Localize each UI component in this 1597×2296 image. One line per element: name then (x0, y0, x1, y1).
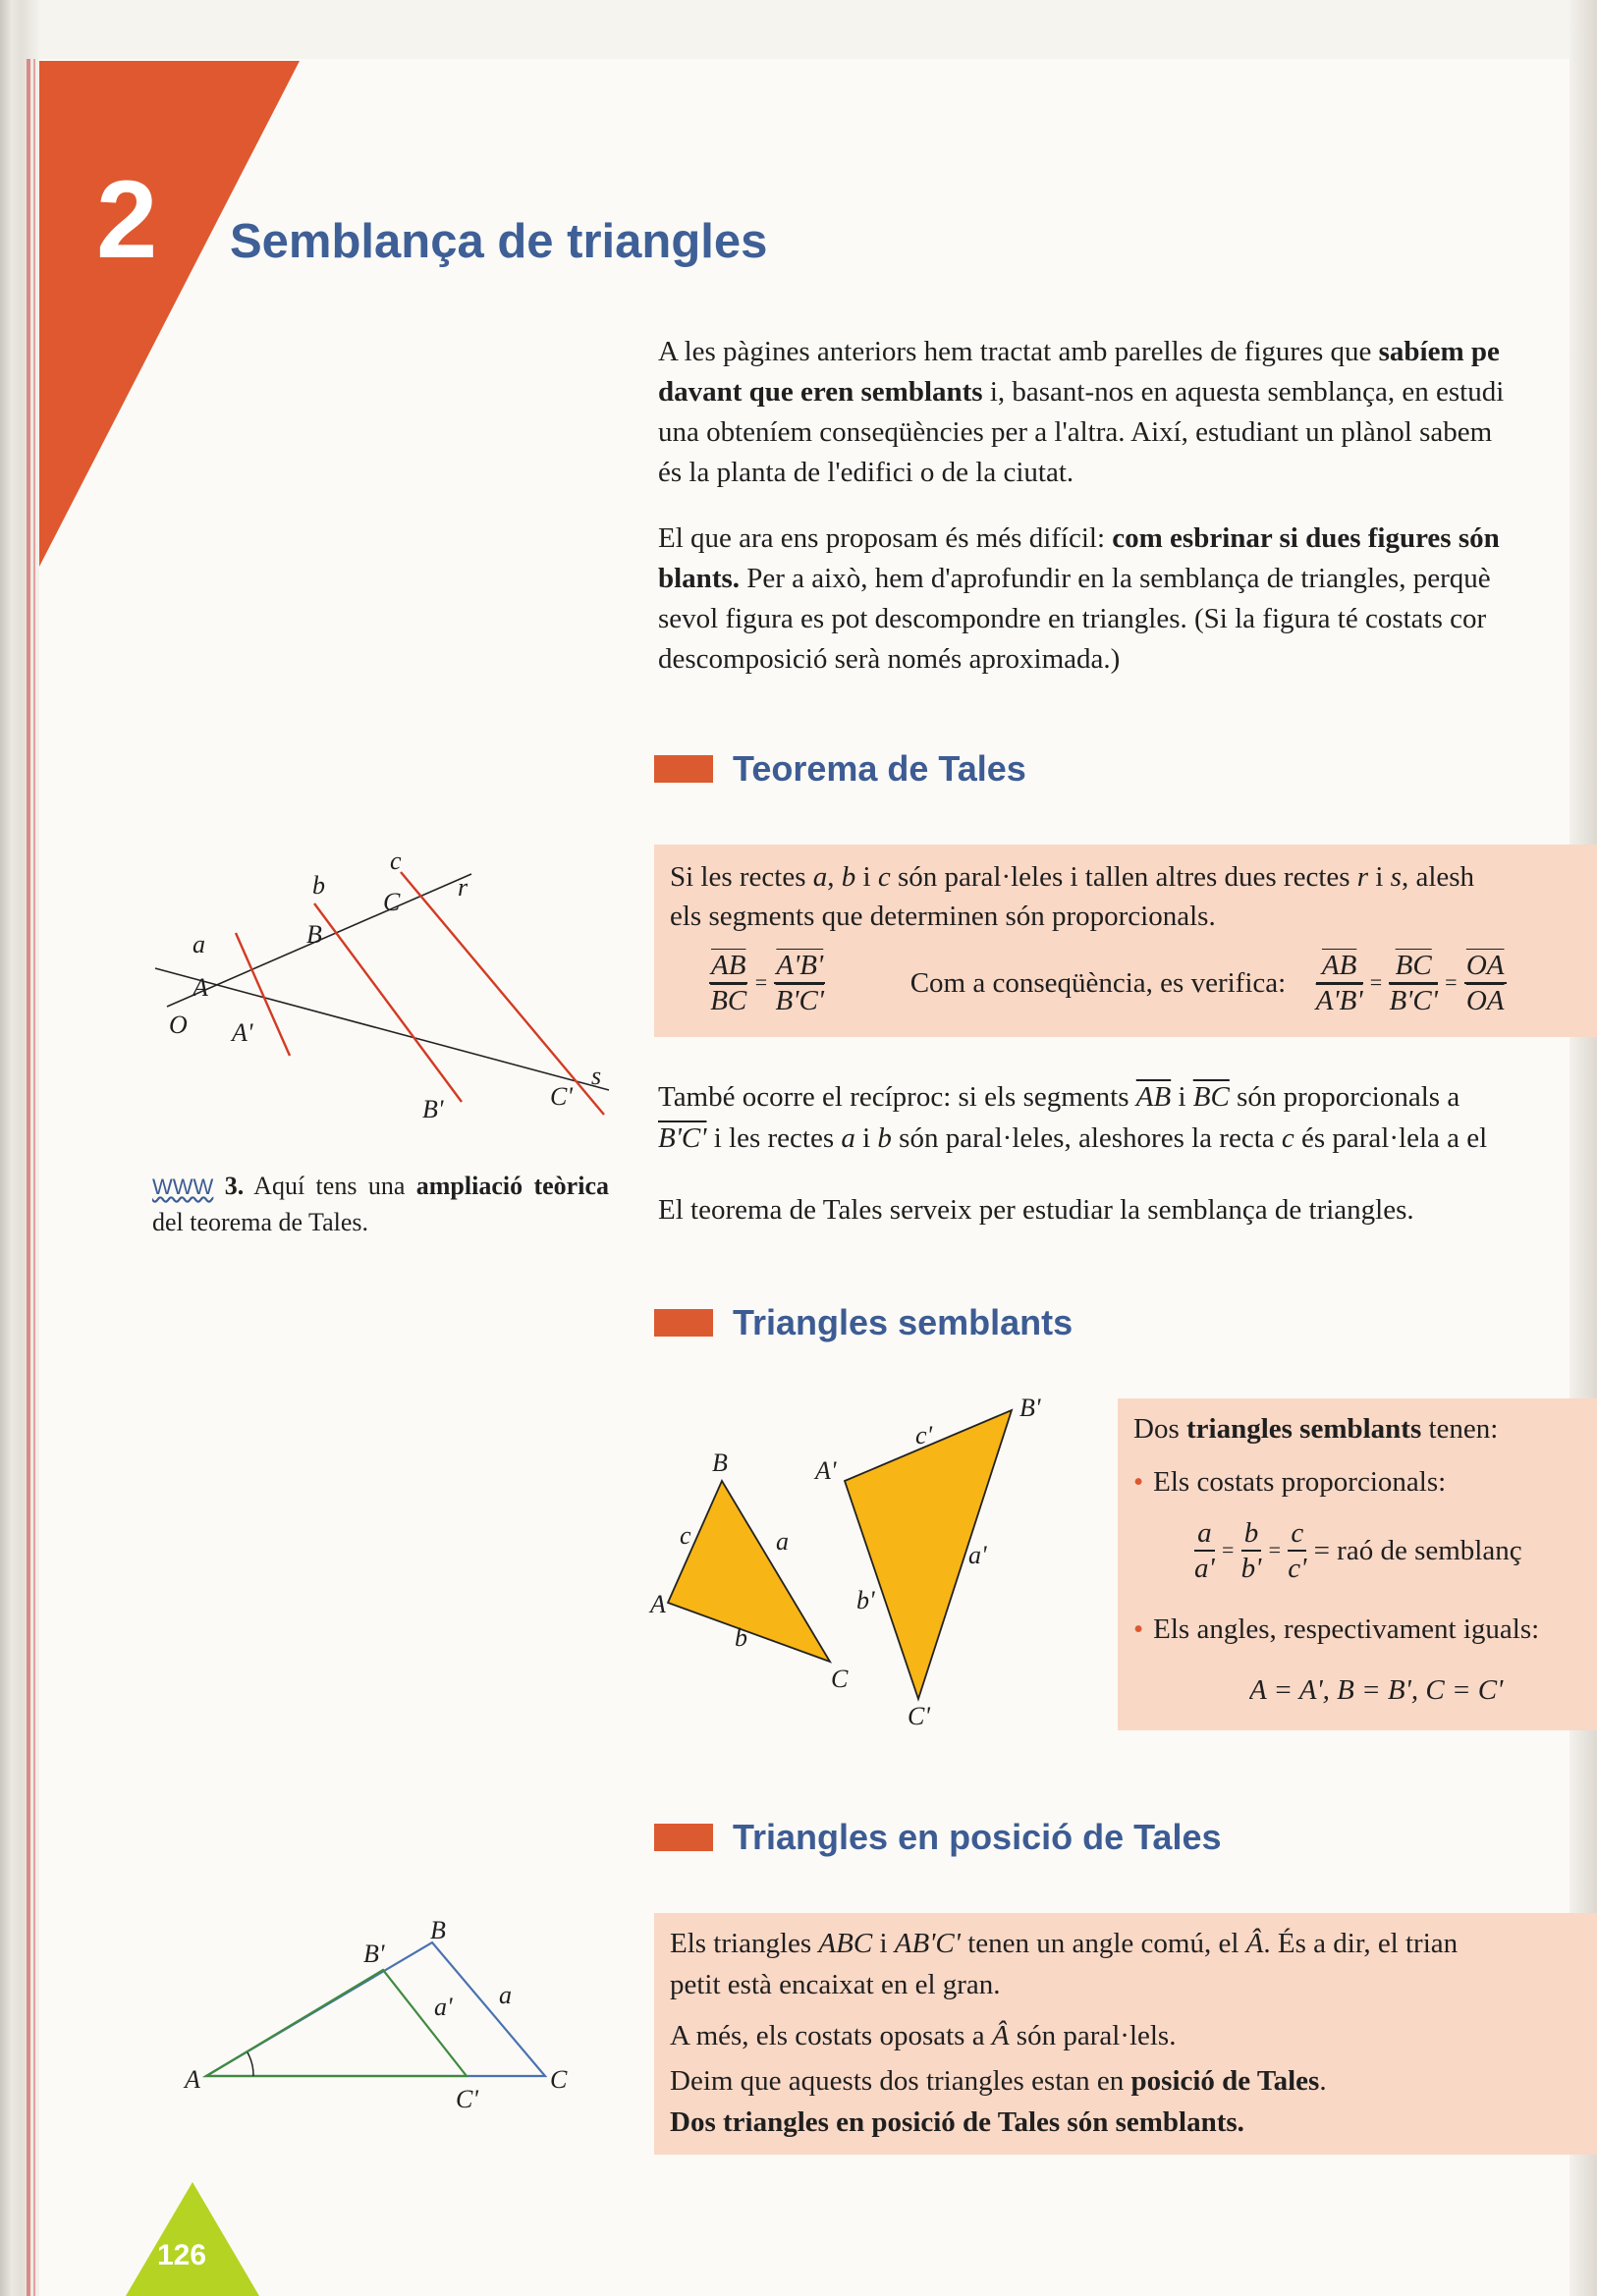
consequence-text: Com a conseqüència, es verifica: (909, 967, 1287, 999)
text-run: . (1319, 2065, 1327, 2097)
fraction-oa-oa: $\frac{\overline{OA}}{OA}$ (1465, 950, 1505, 1016)
label-B-prime: B' (363, 1940, 385, 1968)
text-run: També ocorre el recíproc: si els segments (658, 1081, 1136, 1113)
label-c: c (680, 1521, 691, 1550)
parallel-b (314, 903, 462, 1102)
text-run: blants. (658, 563, 741, 594)
reciproc-line-2 (658, 1118, 1597, 1159)
text-run: b (877, 1122, 892, 1154)
triangle-abc (668, 1481, 830, 1662)
text-line (658, 332, 1597, 372)
label-B: B (712, 1449, 728, 1477)
label-a: a (193, 930, 205, 958)
text-run: , (827, 861, 842, 893)
text-run: i (872, 1928, 895, 1959)
position-line-5 (670, 2102, 1597, 2143)
text-run: A més, els costats oposats a (670, 2020, 992, 2051)
label-O: O (169, 1011, 188, 1039)
similar-bullet-angles: • Els angles, respectivament iguals: (1133, 1613, 1540, 1645)
text-run: i (1171, 1081, 1193, 1113)
text-run: és paral·lela a el (1294, 1122, 1488, 1154)
section-marker (654, 1309, 713, 1337)
label-A-prime: A' (815, 1456, 837, 1485)
spine-stripe-thin (33, 59, 35, 2296)
text-run: descomposició serà només aproximada.) (658, 643, 1121, 675)
reciproc-paragraph (658, 1076, 1597, 1159)
chapter-number: 2 (96, 158, 158, 281)
text-line (658, 453, 1597, 493)
label-C-prime: C' (908, 1702, 930, 1728)
text-run: . És a dir, el trian (1263, 1928, 1459, 1959)
text-run: tenen un angle comú, el (960, 1928, 1246, 1959)
label-c-prime: c' (915, 1421, 933, 1449)
text-run: s (1390, 861, 1402, 893)
text-run: AB'C' (894, 1928, 961, 1959)
intro-paragraph-1 (658, 332, 1597, 493)
label-b: b (312, 871, 325, 900)
tales-proportions: $\frac{\overline{AB}}{BC}$ = $\frac{A'B'}{B'C'}$ Com a conseqüència, es verifica: $\frac{\overline{AB}}{A'B'}$ = $\frac{\overline{BC}}{B'C'}$ = $\frac{\overline{OA}}{OA}$ (710, 950, 1505, 1016)
text-line (658, 639, 1597, 680)
fraction-ab-apbp: $\frac{\overline{AB}}{A'B'}$ (1315, 950, 1363, 1016)
text-line (658, 372, 1597, 412)
text-run: c (877, 861, 891, 893)
text-run: $\overline{AB}$ (1135, 1081, 1172, 1113)
text-run: davant que eren semblants (658, 376, 983, 408)
text-run: ABC (818, 1928, 873, 1959)
top-margin (39, 0, 1597, 59)
tales-position-labels (183, 1916, 568, 2113)
label-C: C (550, 2065, 568, 2094)
section-marker (654, 1824, 713, 1851)
section-title: Triangles semblants (733, 1302, 1074, 1342)
text-run: Deim que aquests dos triangles estan en (670, 2065, 1131, 2097)
label-B: B (306, 920, 322, 949)
tales-figure-labels (169, 847, 601, 1123)
label-a: a (499, 1981, 512, 2009)
reciproc-line-1 (658, 1076, 1597, 1118)
text-run: c (1281, 1122, 1294, 1154)
page-title: Semblança de triangles (230, 215, 768, 268)
position-line-4 (670, 2060, 1597, 2102)
label-B: B (430, 1916, 446, 1944)
text-run: són paral·leles i tallen altres dues rectes (890, 861, 1357, 893)
label-c: c (390, 847, 402, 875)
text-run: r (1356, 861, 1369, 893)
tales-use-text: El teorema de Tales serveix per estudiar la semblança de triangles. (658, 1194, 1414, 1226)
label-A: A (650, 1590, 666, 1618)
tales-position-figure (177, 1915, 589, 2121)
text-line (658, 519, 1597, 559)
text-run: Si les rectes (670, 861, 813, 893)
text-run: $\overline{BC}$ (1192, 1081, 1230, 1113)
fraction-bc-bpcp: $\frac{\overline{BC}}{B'C'}$ (1389, 950, 1438, 1016)
similar-intro: Dos triangles semblants tenen: (1133, 1413, 1499, 1445)
chapter-corner-shape (39, 61, 304, 572)
angle-A-arc (248, 2052, 253, 2076)
bullet-icon: • (1133, 1613, 1144, 1645)
label-a: a (776, 1527, 789, 1556)
text-run: i (854, 1122, 878, 1154)
text-run: Dos triangles en posició de Tales són semblants. (670, 2106, 1244, 2138)
section-marker (654, 755, 713, 783)
text-run: B'C' (658, 1122, 707, 1154)
bullet-icon: • (1133, 1466, 1144, 1498)
intro-paragraph-2 (658, 519, 1597, 680)
text-run: Els triangles (670, 1928, 819, 1959)
text-run: posició de Tales (1130, 2065, 1320, 2097)
label-C: C (831, 1665, 849, 1693)
label-A: A (193, 973, 208, 1002)
section-title: Teorema de Tales (733, 748, 1026, 789)
label-r: r (458, 873, 468, 902)
text-run: El que ara ens proposam és més difícil: (658, 522, 1113, 554)
spine-stripe (27, 59, 30, 2296)
text-run: com esbrinar si dues figures són (1112, 522, 1500, 554)
page-number: 126 (157, 2239, 207, 2271)
text-line (658, 559, 1597, 599)
label-s: s (591, 1062, 602, 1090)
text-run: una obteníem conseqüències per a l'altra. Així, estudiant un plànol sabem (658, 416, 1493, 448)
text-run: i les rectes (706, 1122, 842, 1154)
text-run: són proporcionals a (1229, 1081, 1460, 1113)
label-a-prime: a' (434, 1993, 453, 2021)
text-run: Â (991, 2020, 1010, 2051)
text-run: Per a això, hem d'aprofundir en la semblança de triangles, perquè (740, 563, 1491, 594)
text-run: són paral·leles, aleshores la recta (891, 1122, 1282, 1154)
label-B-prime: B' (1019, 1394, 1041, 1422)
position-line-2: petit està encaixat en el gran. (670, 1969, 1001, 2000)
tales-line-1 (670, 856, 1597, 898)
text-run: i, basant-nos en aquesta semblança, en estudi (982, 376, 1505, 408)
label-A-prime: A' (232, 1018, 253, 1047)
text-run: , alesh (1401, 861, 1475, 893)
section-heading-posicio (654, 1817, 1222, 1858)
text-line (658, 412, 1597, 453)
section-title: Triangles en posició de Tales (733, 1817, 1222, 1857)
www-icon: WWW (152, 1175, 214, 1199)
text-run: a (841, 1122, 855, 1154)
label-a-prime: a' (968, 1541, 987, 1569)
text-run: a (812, 861, 828, 893)
text-run: i (1368, 861, 1391, 893)
tales-line-2: els segments que determinen són proporcionals. (670, 901, 1216, 932)
text-line (658, 599, 1597, 639)
text-run: i (855, 861, 878, 893)
label-C-prime: C' (550, 1082, 573, 1111)
section-heading-tales (654, 748, 1026, 790)
triangle-abpcp-outline (206, 1970, 467, 2076)
text-run: és la planta de l'edifici o de la ciutat. (658, 457, 1074, 488)
position-line-3 (670, 2015, 1597, 2056)
label-b: b (735, 1623, 747, 1652)
fraction-apbp-bpcp: $\frac{A'B'}{B'C'}$ (775, 950, 825, 1016)
text-run: Â (1245, 1928, 1264, 1959)
text-run: A les pàgines anteriors hem tractat amb parelles de figures que (658, 336, 1379, 367)
section-heading-semblants (654, 1302, 1073, 1343)
text-run: sevol figura es pot descompondre en triangles. (Si la figura té costats cor (658, 603, 1487, 634)
text-run: sabíem pe (1378, 336, 1500, 367)
label-C-prime: C' (456, 2085, 478, 2113)
side-note: WWW 3. Aquí tens una ampliació teòrica del teorema de Tales. (152, 1172, 609, 1236)
tales-figure (138, 845, 619, 1129)
label-B-prime: B' (422, 1095, 444, 1123)
text-run: són paral·lels. (1009, 2020, 1177, 2051)
similar-angles-equalities: A = A', B = B', C = C' (1249, 1674, 1504, 1706)
position-line-1 (670, 1923, 1597, 1964)
similar-triangles-figure (638, 1394, 1071, 1728)
label-A: A (185, 2065, 200, 2094)
label-b-prime: b' (856, 1586, 875, 1614)
similar-bullet-sides: • Els costats proporcionals: (1133, 1466, 1447, 1498)
text-run: b (841, 861, 856, 893)
parallel-c (401, 872, 604, 1115)
label-C: C (383, 888, 401, 916)
line-s (155, 968, 609, 1090)
similar-ratio-formula: $\frac{a}{a'}$ = $\frac{b}{b'}$ = $\frac{c}{c'}$ = raó de semblanç (1194, 1517, 1522, 1584)
fraction-ab-bc: $\frac{\overline{AB}}{BC}$ (710, 950, 747, 1016)
